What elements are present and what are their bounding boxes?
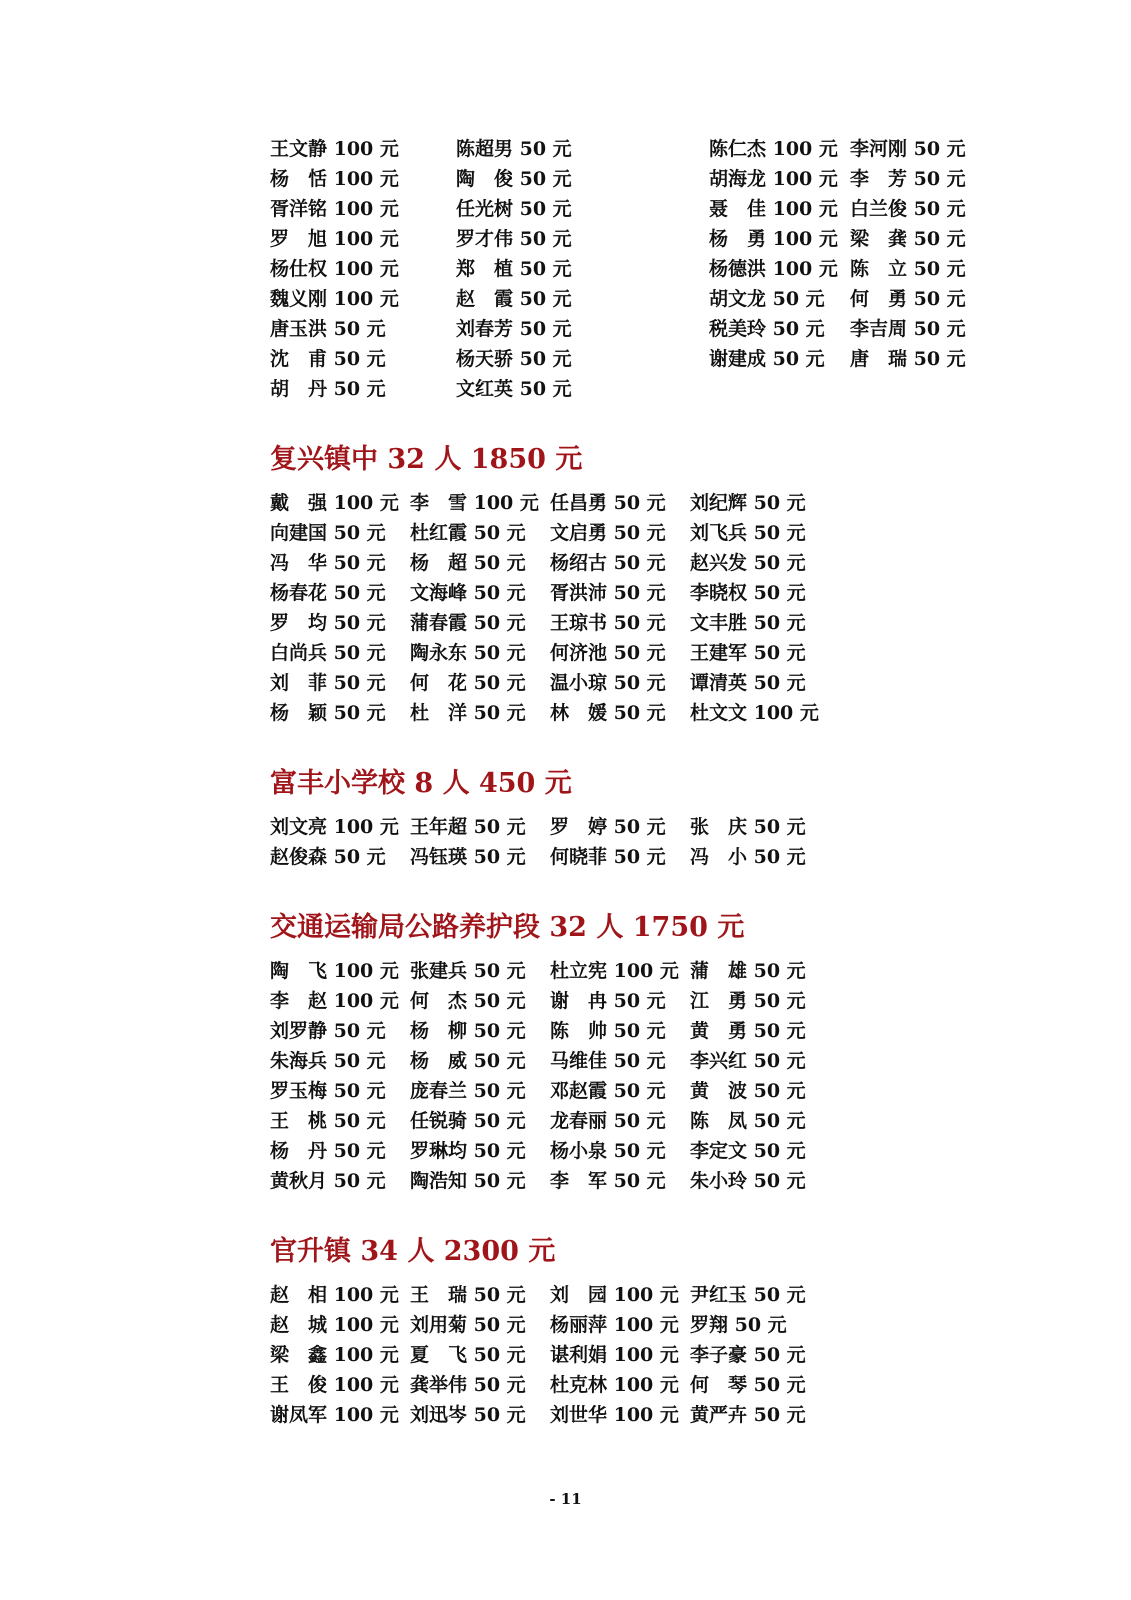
donor-entry: 谌利娟 100 元 <box>550 1343 679 1366</box>
donor-entry: 唐 瑞 50 元 <box>850 347 966 370</box>
donor-entry: 陶 俊 50 元 <box>456 167 572 190</box>
donor-entry: 何 勇 50 元 <box>850 287 966 310</box>
donor-entry: 蒲 雄 50 元 <box>690 959 806 982</box>
donor-entry: 白兰俊 50 元 <box>850 197 966 220</box>
donor-entry: 黄 勇 50 元 <box>690 1019 806 1042</box>
donor-entry: 陈仁杰 100 元 <box>709 137 838 160</box>
donor-entry: 杜克林 100 元 <box>550 1373 679 1396</box>
donor-entry: 刘用菊 50 元 <box>410 1313 526 1336</box>
donor-row <box>270 516 1070 546</box>
donor-entry: 文丰胜 50 元 <box>690 611 806 634</box>
donor-row <box>270 222 1070 252</box>
donor-entry: 赵俊森 50 元 <box>270 845 386 868</box>
donor-entry: 李兴红 50 元 <box>690 1049 806 1072</box>
donor-entry: 陈 帅 50 元 <box>550 1019 666 1042</box>
donor-entry: 胥洪沛 50 元 <box>550 581 666 604</box>
donor-row <box>270 840 1070 870</box>
donor-entry: 黄秋月 50 元 <box>270 1169 386 1192</box>
donor-entry: 郑 植 50 元 <box>456 257 572 280</box>
donor-row <box>270 1074 1070 1104</box>
donor-entry: 李子豪 50 元 <box>690 1343 806 1366</box>
donor-entry: 夏 飞 50 元 <box>410 1343 526 1366</box>
donor-row <box>270 576 1070 606</box>
section-title: 官升镇 34 人 2300 元 <box>270 1235 556 1267</box>
donor-row <box>270 984 1070 1014</box>
donor-entry: 罗 婷 50 元 <box>550 815 666 838</box>
donor-entry: 杨仕权 100 元 <box>270 257 399 280</box>
donor-entry: 冯 华 50 元 <box>270 551 386 574</box>
page-number: - 11 <box>549 1490 582 1508</box>
donor-row <box>270 1338 1070 1368</box>
donor-row <box>270 666 1070 696</box>
donor-entry: 刘飞兵 50 元 <box>690 521 806 544</box>
donor-entry: 林 媛 50 元 <box>550 701 666 724</box>
section-rows <box>270 1278 1070 1428</box>
donor-entry: 杨 颖 50 元 <box>270 701 386 724</box>
donor-row <box>270 486 1070 516</box>
donor-entry: 杜红霞 50 元 <box>410 521 526 544</box>
donor-entry: 江 勇 50 元 <box>690 989 806 1012</box>
donor-entry: 马维佳 50 元 <box>550 1049 666 1072</box>
donor-entry: 刘 菲 50 元 <box>270 671 386 694</box>
donor-entry: 杨 威 50 元 <box>410 1049 526 1072</box>
donor-row <box>270 546 1070 576</box>
donor-entry: 赵 相 100 元 <box>270 1283 399 1306</box>
donor-entry: 王建军 50 元 <box>690 641 806 664</box>
top-donor-block <box>270 132 1070 402</box>
donor-entry: 戴 强 100 元 <box>270 491 399 514</box>
donor-entry: 谢建成 50 元 <box>709 347 825 370</box>
donor-entry: 李吉周 50 元 <box>850 317 966 340</box>
donor-entry: 何 琴 50 元 <box>690 1373 806 1396</box>
donor-entry: 王 俊 100 元 <box>270 1373 399 1396</box>
donor-row <box>270 132 1070 162</box>
donor-row <box>270 636 1070 666</box>
donor-entry: 李晓权 50 元 <box>690 581 806 604</box>
donor-row <box>270 606 1070 636</box>
donor-entry: 赵 霞 50 元 <box>456 287 572 310</box>
donor-entry: 杨 丹 50 元 <box>270 1139 386 1162</box>
donor-row <box>270 342 1070 372</box>
donor-entry: 杨丽萍 100 元 <box>550 1313 679 1336</box>
donor-entry: 冯钰瑛 50 元 <box>410 845 526 868</box>
donor-entry: 龚举伟 50 元 <box>410 1373 526 1396</box>
donor-entry: 文红英 50 元 <box>456 377 572 400</box>
donor-section <box>270 904 1070 1194</box>
donor-entry: 聂 佳 100 元 <box>709 197 838 220</box>
donor-entry: 王琼书 50 元 <box>550 611 666 634</box>
donor-entry: 何 杰 50 元 <box>410 989 526 1012</box>
donor-entry: 陶永东 50 元 <box>410 641 526 664</box>
donor-entry: 李 军 50 元 <box>550 1169 666 1192</box>
donor-entry: 任锐骑 50 元 <box>410 1109 526 1132</box>
donor-entry: 罗 旭 100 元 <box>270 227 399 250</box>
donor-entry: 梁 龚 50 元 <box>850 227 966 250</box>
donor-entry: 刘文亮 100 元 <box>270 815 399 838</box>
donor-entry: 龙春丽 50 元 <box>550 1109 666 1132</box>
donor-entry: 胡海龙 100 元 <box>709 167 838 190</box>
donor-entry: 张建兵 50 元 <box>410 959 526 982</box>
section-rows <box>270 486 1070 726</box>
donor-list <box>270 132 1070 1428</box>
donor-entry: 赵 城 100 元 <box>270 1313 399 1336</box>
donor-entry: 刘罗静 50 元 <box>270 1019 386 1042</box>
donor-entry: 杨 超 50 元 <box>410 551 526 574</box>
donor-entry: 文启勇 50 元 <box>550 521 666 544</box>
donor-row <box>270 192 1070 222</box>
donor-row <box>270 282 1070 312</box>
donor-entry: 李 雪 100 元 <box>410 491 539 514</box>
donor-entry: 杜文文 100 元 <box>690 701 819 724</box>
donor-entry: 沈 甫 50 元 <box>270 347 386 370</box>
donor-entry: 杨绍古 50 元 <box>550 551 666 574</box>
donor-sections <box>270 436 1070 1428</box>
donor-entry: 李定文 50 元 <box>690 1139 806 1162</box>
donor-entry: 温小琼 50 元 <box>550 671 666 694</box>
donor-entry: 罗琳均 50 元 <box>410 1139 526 1162</box>
donor-entry: 李 赵 100 元 <box>270 989 399 1012</box>
donor-row <box>270 1278 1070 1308</box>
donor-entry: 刘纪辉 50 元 <box>690 491 806 514</box>
donor-entry: 杨天骄 50 元 <box>456 347 572 370</box>
donor-section <box>270 760 1070 870</box>
donor-entry: 杜 洋 50 元 <box>410 701 526 724</box>
donor-entry: 刘迅岑 50 元 <box>410 1403 526 1426</box>
donor-entry: 胡 丹 50 元 <box>270 377 386 400</box>
donor-section <box>270 436 1070 726</box>
donor-entry: 文海峰 50 元 <box>410 581 526 604</box>
donor-entry: 王 桃 50 元 <box>270 1109 386 1132</box>
donor-entry: 蒲春霞 50 元 <box>410 611 526 634</box>
donor-row <box>270 954 1070 984</box>
donor-entry: 罗 均 50 元 <box>270 611 386 634</box>
donor-row <box>270 1164 1070 1194</box>
donor-row <box>270 1104 1070 1134</box>
donor-entry: 何晓菲 50 元 <box>550 845 666 868</box>
donor-entry: 王 瑞 50 元 <box>410 1283 526 1306</box>
donor-entry: 陈超男 50 元 <box>456 137 572 160</box>
donor-entry: 税美玲 50 元 <box>709 317 825 340</box>
section-title: 交通运输局公路养护段 32 人 1750 元 <box>270 911 745 943</box>
donor-row <box>270 252 1070 282</box>
donor-row <box>270 1014 1070 1044</box>
donor-row <box>270 162 1070 192</box>
donor-entry: 白尚兵 50 元 <box>270 641 386 664</box>
donor-entry: 朱海兵 50 元 <box>270 1049 386 1072</box>
donor-entry: 张 庆 50 元 <box>690 815 806 838</box>
donor-entry: 谢凤军 100 元 <box>270 1403 399 1426</box>
donor-entry: 陈 立 50 元 <box>850 257 966 280</box>
donor-entry: 陈 凤 50 元 <box>690 1109 806 1132</box>
donor-entry: 梁 鑫 100 元 <box>270 1343 399 1366</box>
donor-row <box>270 1134 1070 1164</box>
donor-row <box>270 1308 1070 1338</box>
donor-entry: 冯 小 50 元 <box>690 845 806 868</box>
donor-entry: 胥洋铭 100 元 <box>270 197 399 220</box>
donor-section <box>270 1228 1070 1428</box>
donor-entry: 王文静 100 元 <box>270 137 399 160</box>
donor-entry: 胡文龙 50 元 <box>709 287 825 310</box>
donor-entry: 杨 恬 100 元 <box>270 167 399 190</box>
donor-entry: 何 花 50 元 <box>410 671 526 694</box>
donor-row <box>270 372 1070 402</box>
donor-entry: 刘春芳 50 元 <box>456 317 572 340</box>
section-title: 复兴镇中 32 人 1850 元 <box>270 443 583 475</box>
donor-row <box>270 696 1070 726</box>
donor-entry: 庞春兰 50 元 <box>410 1079 526 1102</box>
donor-entry: 李河刚 50 元 <box>850 137 966 160</box>
donor-entry: 尹红玉 50 元 <box>690 1283 806 1306</box>
donor-entry: 黄 波 50 元 <box>690 1079 806 1102</box>
donor-entry: 何济池 50 元 <box>550 641 666 664</box>
donor-entry: 杜立宪 100 元 <box>550 959 679 982</box>
donor-row <box>270 312 1070 342</box>
donor-entry: 赵兴发 50 元 <box>690 551 806 574</box>
donor-entry: 魏义刚 100 元 <box>270 287 399 310</box>
donor-entry: 陶浩知 50 元 <box>410 1169 526 1192</box>
donor-entry: 罗玉梅 50 元 <box>270 1079 386 1102</box>
donor-entry: 杨 柳 50 元 <box>410 1019 526 1042</box>
donor-row <box>270 810 1070 840</box>
donor-entry: 谭清英 50 元 <box>690 671 806 694</box>
donor-row <box>270 1398 1070 1428</box>
section-rows <box>270 954 1070 1194</box>
donor-entry: 任昌勇 50 元 <box>550 491 666 514</box>
donor-entry: 任光树 50 元 <box>456 197 572 220</box>
donor-entry: 杨德洪 100 元 <box>709 257 838 280</box>
donor-entry: 谢 冉 50 元 <box>550 989 666 1012</box>
donor-row <box>270 1044 1070 1074</box>
donor-entry: 陶 飞 100 元 <box>270 959 399 982</box>
donor-entry: 罗才伟 50 元 <box>456 227 572 250</box>
donor-entry: 杨小泉 50 元 <box>550 1139 666 1162</box>
section-title: 富丰小学校 8 人 450 元 <box>270 767 572 799</box>
donor-entry: 黄严卉 50 元 <box>690 1403 806 1426</box>
donor-entry: 向建国 50 元 <box>270 521 386 544</box>
donor-entry: 邓赵霞 50 元 <box>550 1079 666 1102</box>
donor-entry: 杨 勇 100 元 <box>709 227 838 250</box>
donor-entry: 刘世华 100 元 <box>550 1403 679 1426</box>
donor-entry: 李 芳 50 元 <box>850 167 966 190</box>
donor-entry: 王年超 50 元 <box>410 815 526 838</box>
donor-entry: 朱小玲 50 元 <box>690 1169 806 1192</box>
donor-entry: 罗翔 50 元 <box>690 1313 787 1336</box>
donor-row <box>270 1368 1070 1398</box>
donor-entry: 杨春花 50 元 <box>270 581 386 604</box>
donor-entry: 刘 园 100 元 <box>550 1283 679 1306</box>
section-rows <box>270 810 1070 870</box>
donor-entry: 唐玉洪 50 元 <box>270 317 386 340</box>
